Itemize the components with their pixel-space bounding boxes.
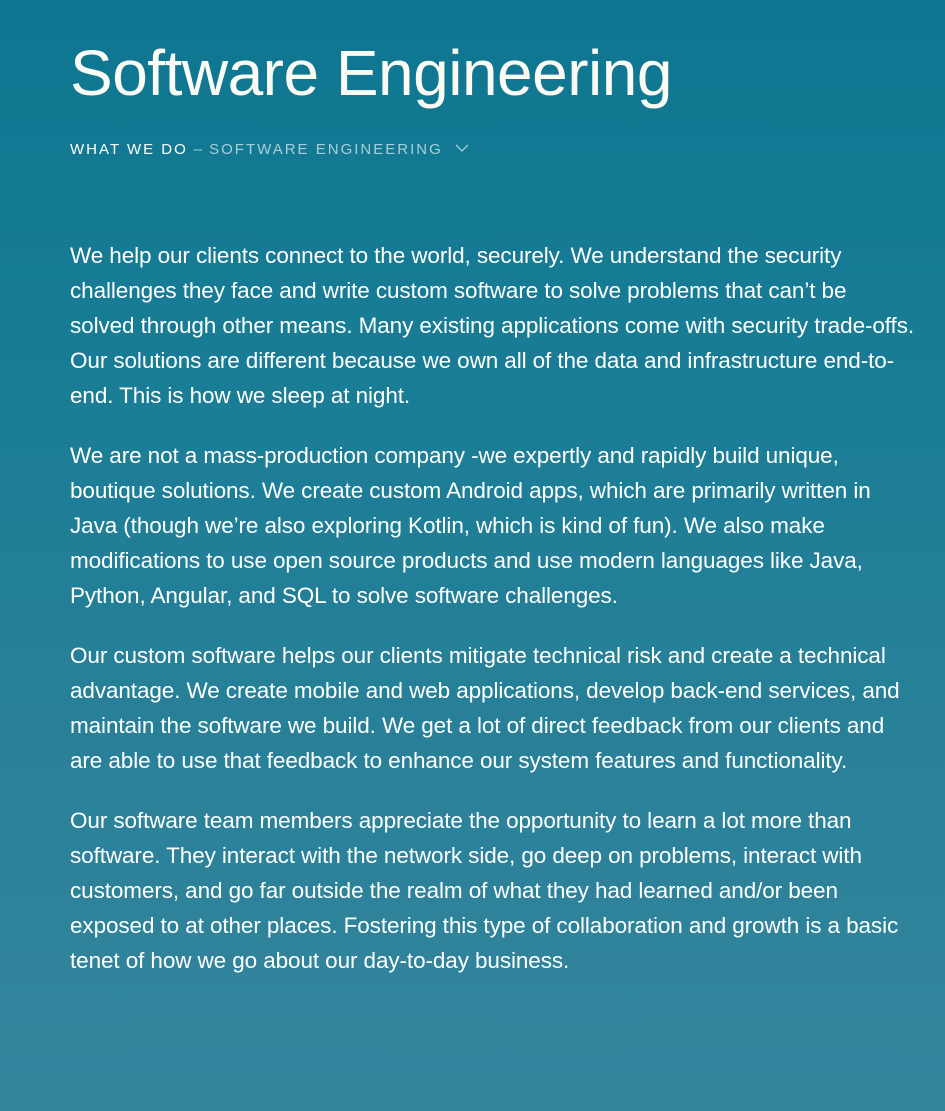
breadcrumb-link-what-we-do[interactable]: WHAT WE DO (70, 141, 188, 158)
paragraph-team: Our software team members appreciate the opportunity to learn a lot more than software. They interact with the network side, go deep on problems, interact with customers, and go far outside the realm of what they had learned and/or been exposed to at other places. Fostering this type of collaboration and growth is a basic tenet of how we go about our day-to-day business. (70, 808, 899, 973)
page-container (70, 0, 915, 1003)
breadcrumb (70, 141, 915, 159)
paragraph-boutique-solutions: We are not a mass-production company -we expertly and rapidly build unique, boutique solutions. We create custom Android apps, which are primarily written in Java (though we’re also exploring Kotlin, which is kind of fun). We also make modifications to use open source products and use modern languages like Java, Python, Angular, and SQL to solve software challenges. (70, 443, 871, 608)
breadcrumb-current-label: SOFTWARE ENGINEERING (209, 141, 443, 158)
paragraph-technical-advantage: Our custom software helps our clients mitigate technical risk and create a technical advantage. We create mobile and web applications, develop back-end services, and maintain the software we build. We get a lot of direct feedback from our clients and are able to use that feedback to enhance our system features and functionality. (70, 643, 900, 773)
page-title: Software Engineering (70, 37, 672, 109)
main-content (70, 238, 915, 978)
paragraph-intro: We help our clients connect to the world, securely. We understand the security challenges they face and write custom software to solve problems that can’t be solved through other means. Many existing applications come with security trade-offs. Our solutions are different because we own all of the data and infrastructure end-to-end. This is how we sleep at night. (70, 243, 915, 408)
chevron-down-icon (455, 143, 469, 153)
breadcrumb-separator: – (193, 141, 203, 158)
breadcrumb-current-dropdown[interactable] (209, 141, 469, 159)
